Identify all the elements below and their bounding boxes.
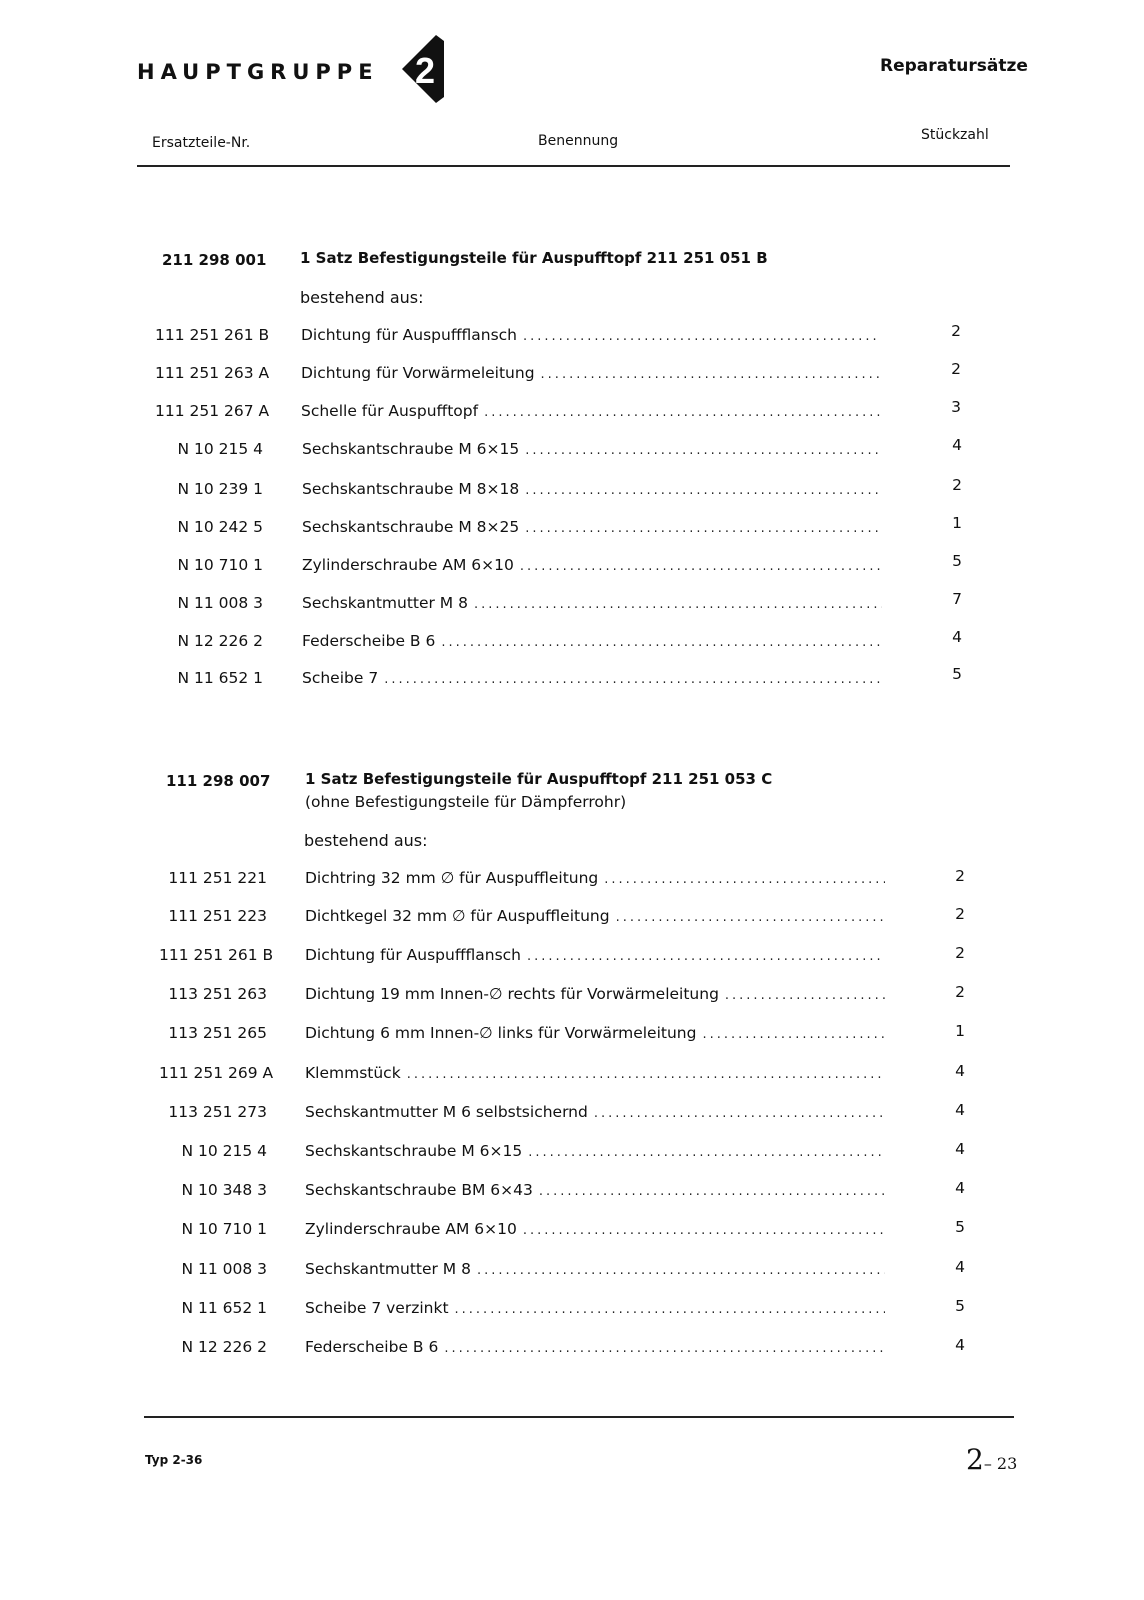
- table-row: [0, 628, 1144, 656]
- part-description: Sechskantschraube M 8×18 .....: [302, 480, 882, 498]
- part-number: 111 251 261 B: [155, 326, 270, 344]
- part-number: N 10 710 1: [177, 556, 263, 574]
- part-description: Dichtung für Vorwärmeleitung .....: [301, 364, 881, 382]
- part-description: Sechskantschraube M 6×15 .....: [305, 1142, 885, 1160]
- set-number: 211 298 001: [162, 251, 267, 269]
- table-row: [0, 869, 1144, 893]
- table-row: [0, 322, 1144, 350]
- part-description: Dichtung für Auspuffflansch .....: [301, 326, 881, 344]
- part-number: N 10 215 4: [177, 440, 263, 458]
- part-quantity: 2: [955, 867, 965, 885]
- part-quantity: 4: [952, 436, 962, 454]
- page-number-major: 2: [966, 1443, 984, 1476]
- part-quantity: 4: [955, 1062, 965, 1080]
- part-number: 113 251 273: [168, 1103, 267, 1121]
- part-quantity: 5: [955, 1218, 965, 1236]
- table-row: [0, 1024, 1144, 1048]
- part-description: Dichtung 6 mm Innen-∅ links für Vorwärmeleitung .....: [305, 1024, 885, 1042]
- table-row: [0, 590, 1144, 618]
- column-header-part-number: Ersatzteile-Nr.: [152, 135, 251, 151]
- part-quantity: 2: [952, 476, 962, 494]
- part-number: 111 251 221: [168, 869, 267, 887]
- table-row: [0, 907, 1144, 931]
- part-description: Klemmstück .....: [305, 1064, 885, 1082]
- part-description: Sechskantmutter M 8 .....: [302, 594, 882, 612]
- part-quantity: 4: [955, 1140, 965, 1158]
- part-quantity: 3: [951, 398, 961, 416]
- part-description: Federscheibe B 6 .....: [302, 632, 882, 650]
- part-number: N 11 652 1: [177, 669, 263, 687]
- group-badge-icon: [396, 33, 448, 105]
- column-header-quantity: Stückzahl: [921, 127, 989, 143]
- part-number: N 10 348 3: [181, 1181, 267, 1199]
- part-description: Sechskantschraube M 6×15 .....: [302, 440, 882, 458]
- part-description: Sechskantschraube BM 6×43 .....: [305, 1181, 885, 1199]
- part-quantity: 4: [952, 628, 962, 646]
- table-row: [0, 946, 1144, 970]
- section-title: Reparatursätze: [880, 56, 1028, 76]
- part-quantity: 4: [955, 1101, 965, 1119]
- table-row: [0, 360, 1144, 388]
- part-number: N 12 226 2: [177, 632, 263, 650]
- part-quantity: 4: [955, 1179, 965, 1197]
- header-rule: [137, 165, 1010, 167]
- part-description: Sechskantmutter M 6 selbstsichernd .....: [305, 1103, 885, 1121]
- part-number: 111 251 223: [168, 907, 267, 925]
- table-row: [0, 514, 1144, 542]
- part-number: N 10 215 4: [181, 1142, 267, 1160]
- part-description: Scheibe 7 .....: [302, 669, 882, 687]
- part-quantity: 5: [952, 552, 962, 570]
- group-title: HAUPTGRUPPE: [137, 60, 379, 84]
- table-row: [0, 398, 1144, 426]
- part-number: 111 251 261 B: [159, 946, 274, 964]
- part-description: Dichtkegel 32 mm ∅ für Auspuffleitung .....: [305, 907, 885, 925]
- table-row: [0, 476, 1144, 504]
- part-quantity: 5: [952, 665, 962, 683]
- set-number: 111 298 007: [166, 772, 271, 790]
- table-row: [0, 1181, 1144, 1205]
- set-subtitle: (ohne Befestigungsteile für Dämpferrohr): [305, 793, 627, 811]
- part-description: Zylinderschraube AM 6×10 .....: [302, 556, 882, 574]
- footer-rule: [144, 1416, 1014, 1418]
- part-description: Scheibe 7 verzinkt .....: [305, 1299, 885, 1317]
- table-row: [0, 985, 1144, 1009]
- part-number: N 10 242 5: [177, 518, 263, 536]
- table-row: [0, 1220, 1144, 1244]
- table-row: [0, 1142, 1144, 1166]
- part-number: 113 251 265: [168, 1024, 267, 1042]
- part-number: N 10 239 1: [177, 480, 263, 498]
- page-number: [966, 1443, 1017, 1476]
- part-quantity: 2: [955, 905, 965, 923]
- part-number: N 11 652 1: [181, 1299, 267, 1317]
- part-description: Federscheibe B 6 .....: [305, 1338, 885, 1356]
- table-row: [0, 665, 1144, 693]
- part-quantity: 4: [955, 1258, 965, 1276]
- table-row: [0, 1299, 1144, 1323]
- part-description: Dichtung 19 mm Innen-∅ rechts für Vorwärmeleitung .....: [305, 985, 885, 1003]
- part-description: Sechskantschraube M 8×25 .....: [302, 518, 882, 536]
- part-number: 111 251 267 A: [155, 402, 270, 420]
- type-label: Typ 2-36: [145, 1453, 203, 1467]
- table-row: [0, 1260, 1144, 1284]
- group-number-badge: [396, 33, 448, 105]
- part-description: Zylinderschraube AM 6×10 .....: [305, 1220, 885, 1238]
- part-description: Dichtung für Auspuffflansch .....: [305, 946, 885, 964]
- set-consists-of: bestehend aus:: [304, 831, 428, 850]
- part-quantity: 7: [952, 590, 962, 608]
- set-title: 1 Satz Befestigungsteile für Auspufftopf 211 251 053 C: [305, 770, 773, 788]
- part-quantity: 1: [955, 1022, 965, 1040]
- part-quantity: 1: [952, 514, 962, 532]
- table-row: [0, 436, 1144, 464]
- part-quantity: 2: [951, 360, 961, 378]
- table-row: [0, 1064, 1144, 1088]
- group-number: 2: [414, 50, 436, 91]
- part-number: 111 251 269 A: [159, 1064, 274, 1082]
- part-number: 113 251 263: [168, 985, 267, 1003]
- page-number-minor: – 23: [983, 1454, 1018, 1473]
- part-number: N 12 226 2: [181, 1338, 267, 1356]
- part-quantity: 2: [951, 322, 961, 340]
- part-number: N 11 008 3: [177, 594, 263, 612]
- set-title: 1 Satz Befestigungsteile für Auspufftopf 211 251 051 B: [300, 249, 768, 267]
- part-number: N 10 710 1: [181, 1220, 267, 1238]
- part-quantity: 2: [955, 983, 965, 1001]
- table-row: [0, 1338, 1144, 1362]
- table-row: [0, 1103, 1144, 1127]
- part-quantity: 5: [955, 1297, 965, 1315]
- part-number: 111 251 263 A: [155, 364, 270, 382]
- table-row: [0, 552, 1144, 580]
- part-quantity: 2: [955, 944, 965, 962]
- part-description: Sechskantmutter M 8 .....: [305, 1260, 885, 1278]
- set-consists-of: bestehend aus:: [300, 288, 424, 307]
- part-description: Schelle für Auspufftopf .....: [301, 402, 881, 420]
- part-quantity: 4: [955, 1336, 965, 1354]
- column-header-name: Benennung: [538, 133, 619, 149]
- part-description: Dichtring 32 mm ∅ für Auspuffleitung .....: [305, 869, 885, 887]
- part-number: N 11 008 3: [181, 1260, 267, 1278]
